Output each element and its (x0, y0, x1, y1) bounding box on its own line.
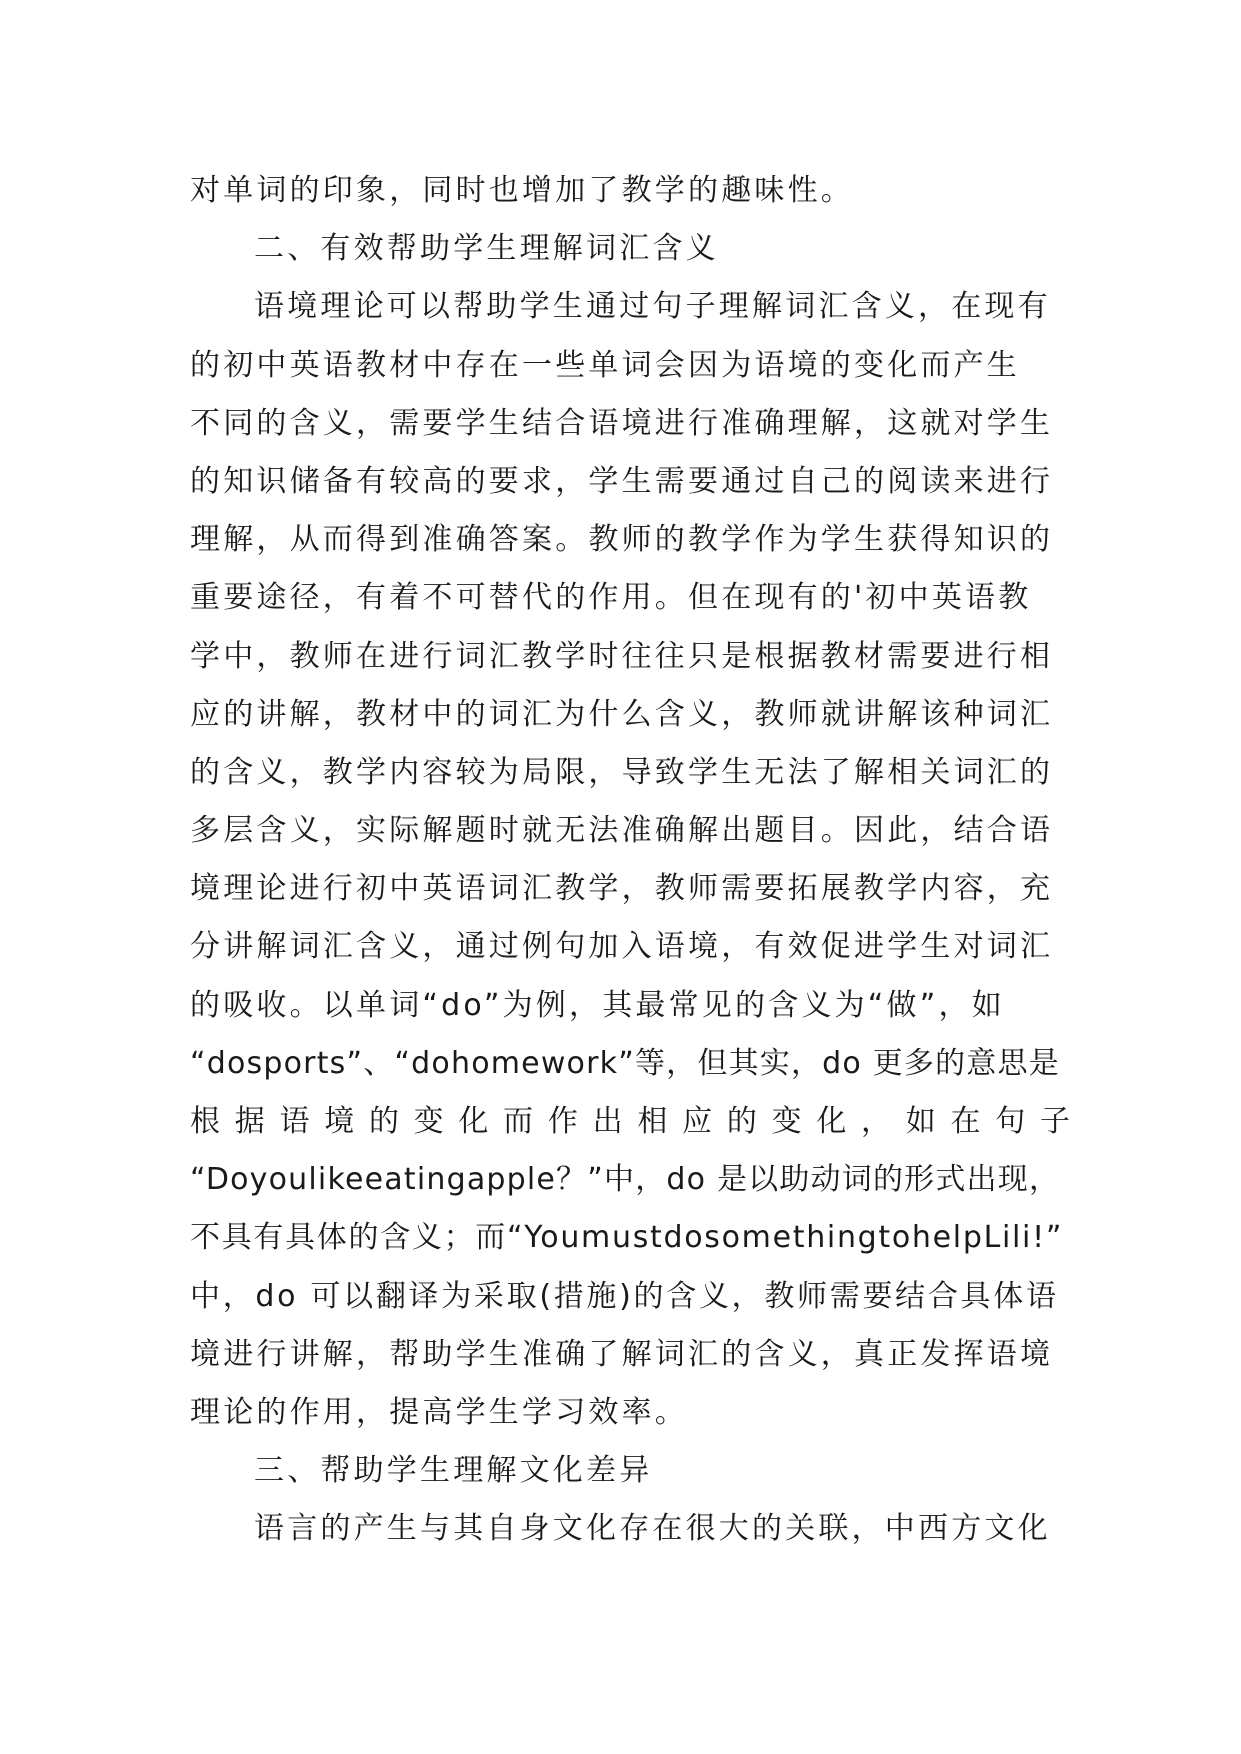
text-line: 境进行讲解，帮助学生准确了解词汇的含义，真正发挥语境 (190, 1336, 1054, 1372)
document-body (190, 162, 1070, 1559)
text-line: 根据语境的变化而作出相应的变化，如在句子 (190, 1104, 1070, 1139)
text-line: “dosports”、“dohomework”等，但其实，do 更多的意思是 (190, 1045, 1060, 1081)
text-line: 不同的含义，需要学生结合语境进行准确理解，这就对学生 (190, 405, 1054, 441)
paragraph-first-line: 语言的产生与其自身文化存在很大的关联，中西方文化 (254, 1511, 1051, 1547)
text-line: 重要途径，有着不可替代的作用。但在现有的'初中英语教 (190, 580, 1032, 616)
text-line: 不具有具体的含义；而“YoumustdosomethingtohelpLili!” (190, 1220, 1064, 1256)
text-line: 的初中英语教材中存在一些单词会因为语境的变化而产生 (190, 347, 1020, 383)
paragraph-first-line: 语境理论可以帮助学生通过句子理解词汇含义，在现有 (254, 289, 1051, 325)
text-line: 境理论进行初中英语词汇教学，教师需要拓展教学内容，充 (190, 871, 1054, 907)
text-line: 的吸收。以单词“do”为例，其最常见的含义为“做”，如 (190, 987, 1005, 1023)
text-line: 理论的作用，提高学生学习效率。 (190, 1394, 688, 1430)
text-line: 的知识储备有较高的要求，学生需要通过自己的阅读来进行 (190, 463, 1054, 499)
text-line: 中，do 可以翻译为采取(措施)的含义，教师需要结合具体语 (190, 1278, 1059, 1314)
section-heading: 三、帮助学生理解文化差异 (254, 1453, 653, 1489)
text-line: 分讲解词汇含义，通过例句加入语境，有效促进学生对词汇 (190, 929, 1054, 965)
text-line: “Doyoulikeeatingapple？”中，do 是以助动词的形式出现， (190, 1162, 1061, 1198)
section-heading: 二、有效帮助学生理解词汇含义 (254, 231, 719, 267)
text-line: 理解，从而得到准确答案。教师的教学作为学生获得知识的 (190, 522, 1054, 558)
text-line: 应的讲解，教材中的词汇为什么含义，教师就讲解该种词汇 (190, 696, 1054, 732)
text-line: 对单词的印象，同时也增加了教学的趣味性。 (190, 173, 854, 208)
text-line: 学中，教师在进行词汇教学时往往只是根据教材需要进行相 (190, 638, 1054, 674)
text-line: 多层含义，实际解题时就无法准确解出题目。因此，结合语 (190, 813, 1054, 849)
text-line: 的含义，教学内容较为局限，导致学生无法了解相关词汇的 (190, 754, 1054, 790)
